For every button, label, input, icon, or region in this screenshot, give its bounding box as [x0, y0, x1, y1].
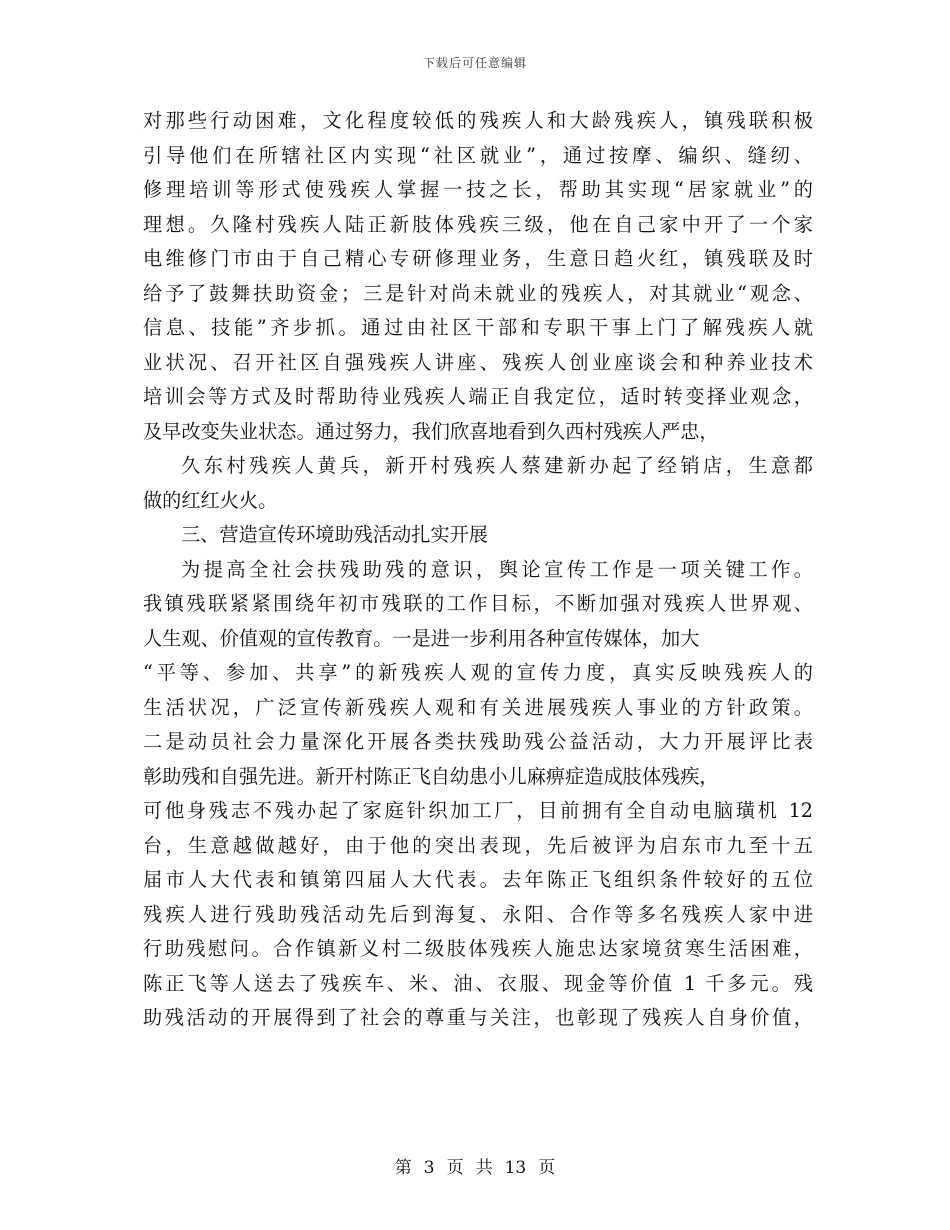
footer-page-number: 3 [423, 1158, 435, 1178]
paragraph-line: 对那些行动困难，文化程度较低的残疾人和大龄残疾人，镇残联积极 [143, 109, 813, 132]
paragraph-line: 行助残慰问。合作镇新义村二级肢体残疾人施忠达家境贫寒生活困难， [143, 937, 813, 960]
paragraph-line: 生活状况，广泛宣传新残疾人观和有关进展残疾人事业的方针政策。 [143, 695, 813, 719]
paragraph-line: 彰助残和自强先进。新开村陈正飞自幼患小儿麻痹症造成肢体残疾， [143, 764, 719, 788]
body-text [143, 104, 813, 1036]
paragraph-line: 培训会等方式及时帮助待业残疾人端正自我定位，适时转变择业观念， [143, 385, 813, 408]
footer-total-pages: 13 [504, 1158, 527, 1178]
paragraph-line: 久东村残疾人黄兵，新开村残疾人蔡建新办起了经销店，生意都 [181, 454, 813, 477]
paragraph-line: 引导他们在所辖社区内实现“社区就业”，通过按摩、编织、缝纫、 [143, 143, 813, 167]
paragraph-line: 台，生意越做越好，由于他的突出表现，先后被评为启东市九至十五 [143, 833, 813, 857]
paragraph-line: 业状况、召开社区自强残疾人讲座、残疾人创业座谈会和种养业技术 [143, 350, 813, 374]
footer-suffix: 页 [538, 1158, 556, 1178]
paragraph-line: 人生观、价值观的宣传教育。一是进一步利用各种宣传媒体，加大 [143, 626, 700, 650]
footer-total-label: 共 [475, 1158, 493, 1178]
page-footer [0, 1153, 950, 1178]
footer-page-label: 页 [446, 1158, 464, 1178]
paragraph-line: 信息、技能”齐步抓。通过由社区干部和专职干事上门了解残疾人就 [143, 316, 813, 339]
paragraph-line: 理想。久隆村残疾人陆正新肢体残疾三级，他在自己家中开了一个家 [143, 212, 813, 236]
paragraph-line: 电维修门市由于自己精心专研修理业务，生意日趋火红，镇残联及时 [143, 247, 813, 270]
paragraph-line: 修理培训等形式使残疾人掌握一技之长，帮助其实现“居家就业”的 [143, 178, 813, 201]
paragraph-line: 给予了鼓舞扶助资金；三是针对尚未就业的残疾人，对其就业“观念、 [143, 281, 813, 305]
paragraph-line: 可他身残志不残办起了家庭针织加工厂，目前拥有全自动电脑璜机 12 [143, 799, 813, 822]
paragraph-line: 及早改变失业状态。通过努力，我们欣喜地看到久西村残疾人严忠， [143, 419, 719, 443]
paragraph-line: 陈正飞等人送去了残疾车、米、油、衣服、现金等价值 1 千多元。残 [143, 971, 813, 995]
header-note: 下载后可任意编辑 [422, 56, 527, 70]
paragraph-line: “平等、参加、共享”的新残疾人观的宣传力度，真实反映残疾人的 [143, 661, 813, 684]
paragraph-line: 助残活动的开展得到了社会的尊重与关注，也彰现了残疾人自身价值， [143, 1006, 813, 1029]
footer-prefix: 第 [394, 1158, 412, 1178]
paragraph-line: 残疾人进行残助残活动先后到海复、永阳、合作等多名残疾人家中进 [143, 902, 813, 926]
paragraph-line: 二是动员社会力量深化开展各类扶残助残公益活动，大力开展评比表 [143, 730, 813, 753]
paragraph-line: 我镇残联紧紧围绕年初市残联的工作目标，不断加强对残疾人世界观、 [143, 592, 813, 615]
paragraph-line: 做的红红火火。 [143, 488, 278, 512]
paragraph-line: 届市人大代表和镇第四届人大代表。去年陈正飞组织条件较好的五位 [143, 868, 813, 891]
paragraph-line: 为提高全社会扶残助残的意识，舆论宣传工作是一项关键工作。 [181, 557, 813, 581]
section-heading: 三、营造宣传环境助残活动扎实开展 [181, 523, 488, 546]
